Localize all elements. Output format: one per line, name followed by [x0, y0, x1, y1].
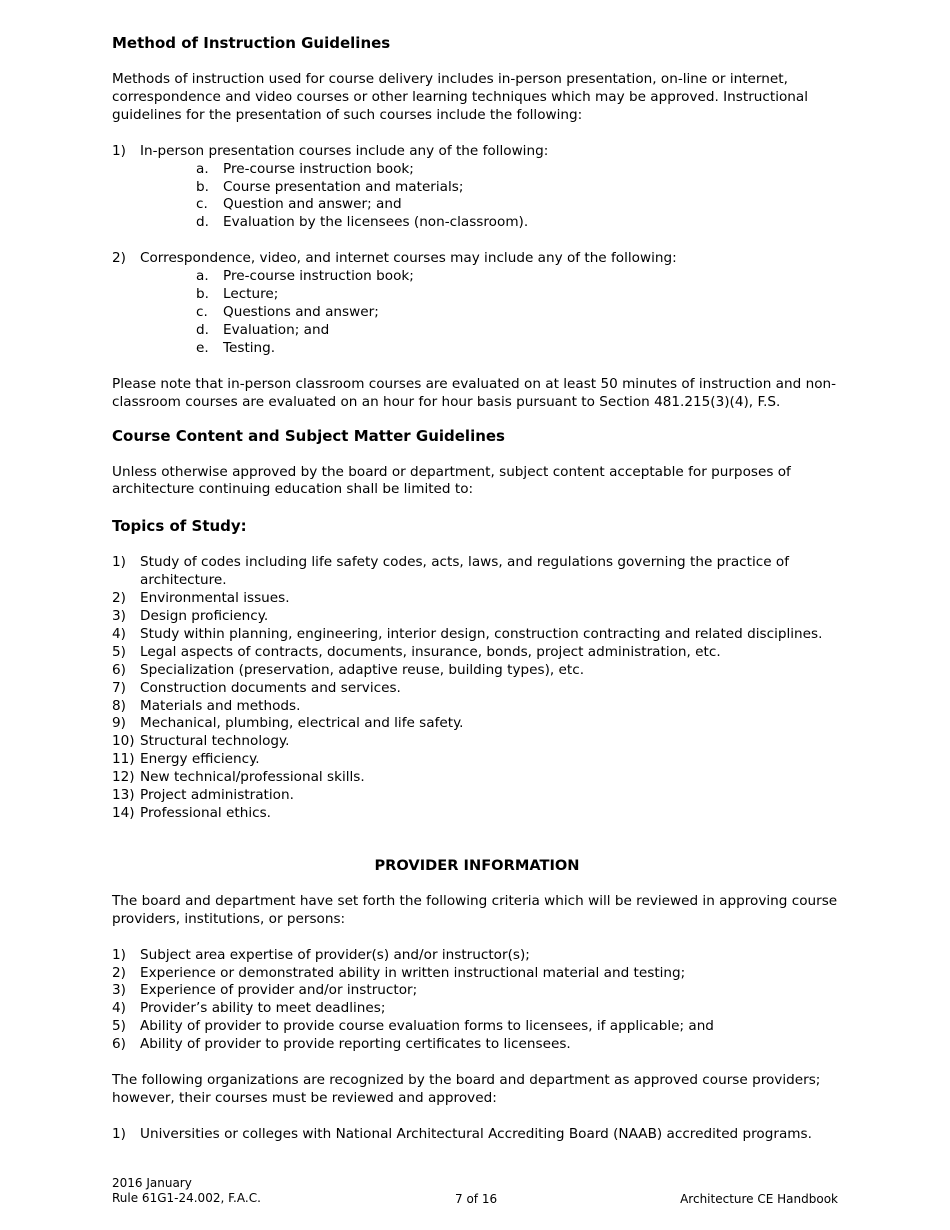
list-item: [112, 698, 842, 716]
list-text: New technical/professional skills.: [140, 769, 365, 786]
list-text: Study of codes including life safety codes, acts, laws, and regulations governing the practice of architecture.: [140, 554, 790, 589]
in-person-sublist: [112, 161, 842, 233]
criteria-list: [112, 947, 842, 1054]
list-item: [112, 626, 842, 644]
method-intro: Methods of instruction used for course delivery includes in-person presentation, on-line or internet, correspondence and video courses or other learning techniques which may be approved. Instructional guidelines for the presentation of such courses include the following:: [112, 71, 809, 123]
footer-rule: Rule 61G1-24.002, F.A.C.: [112, 1191, 261, 1205]
list-number: 6): [112, 661, 126, 678]
list-item: [112, 590, 842, 608]
list-text: Ability of provider to provide reporting certificates to licensees.: [140, 1036, 571, 1053]
list-item: [112, 982, 842, 1000]
list-text: Professional ethics.: [140, 805, 271, 821]
footer-left: [112, 1176, 261, 1206]
list-text: Materials and methods.: [140, 697, 301, 714]
list-number: 8): [112, 697, 126, 714]
topics-list: [112, 554, 842, 823]
list-item: [112, 143, 842, 161]
list-number: 1): [112, 946, 126, 963]
provider-intro: The board and department have set forth the following criteria which will be reviewed in approving course providers, institutions, or persons:: [112, 892, 838, 927]
method-list-2: [112, 250, 842, 268]
list-number: 9): [112, 715, 126, 732]
list-text: Study within planning, engineering, interior design, construction contracting and related disciplines.: [140, 625, 823, 642]
list-number: 14): [112, 805, 135, 821]
sub-text: Evaluation; and: [223, 321, 330, 338]
list-number: 12): [112, 769, 135, 786]
list-number: 5): [112, 1018, 126, 1035]
sub-letter: c.: [196, 196, 208, 213]
sub-letter: d.: [196, 321, 209, 338]
list-text: Specialization (preservation, adaptive reuse, building types), etc.: [140, 661, 585, 678]
list-text: Project administration.: [140, 787, 294, 804]
sub-letter: b.: [196, 178, 209, 195]
list-number: 7): [112, 679, 126, 696]
footer-date: 2016 January: [112, 1176, 192, 1190]
method-heading: Method of Instruction Guidelines: [112, 34, 391, 52]
sub-letter: a.: [196, 268, 209, 285]
list-item: [112, 965, 842, 983]
method-list-1: [112, 143, 842, 161]
list-item: [112, 608, 842, 626]
list-item: [112, 1036, 842, 1054]
sub-item: [196, 161, 842, 179]
sub-letter: c.: [196, 303, 208, 320]
sub-text: Lecture;: [223, 286, 279, 303]
sub-item: [196, 286, 842, 304]
sub-letter: e.: [196, 339, 209, 356]
evaluation-note: Please note that in-person classroom courses are evaluated on at least 50 minutes of instruction and non-classroom courses are evaluated on an hour for hour basis pursuant to Section 481.215(3)(4), F.S.: [112, 375, 837, 410]
list-item: [112, 751, 842, 769]
list-item: [112, 554, 842, 590]
sub-text: Pre-course instruction book;: [223, 268, 414, 285]
list-item: [112, 662, 842, 680]
sub-text: Testing.: [223, 339, 276, 356]
list-number: 13): [112, 787, 135, 804]
list-number: 4): [112, 1000, 126, 1017]
list-text: Correspondence, video, and internet courses may include any of the following:: [140, 250, 677, 267]
list-number: 11): [112, 751, 135, 768]
content-intro: Unless otherwise approved by the board or department, subject content acceptable for purposes of architecture continuing education shall be limited to:: [112, 463, 791, 498]
list-text: Structural technology.: [140, 733, 290, 750]
list-text: Design proficiency.: [140, 608, 269, 625]
list-item: [112, 715, 842, 733]
list-text: Universities or colleges with National Architectural Accrediting Board (NAAB) accredited programs.: [140, 1125, 812, 1142]
sub-letter: b.: [196, 286, 209, 303]
correspondence-sublist: [112, 268, 842, 358]
sub-letter: a.: [196, 160, 209, 177]
list-item: [112, 805, 842, 823]
list-item: [112, 1000, 842, 1018]
list-text: Experience of provider and/or instructor;: [140, 982, 418, 999]
footer-title: Architecture CE Handbook: [680, 1192, 838, 1206]
list-item: [112, 1126, 842, 1144]
content-heading: Course Content and Subject Matter Guidelines: [112, 426, 505, 445]
sub-text: Pre-course instruction book;: [223, 160, 414, 177]
provider-heading: PROVIDER INFORMATION: [374, 856, 580, 874]
orgs-intro: The following organizations are recognized by the board and department as approved course providers; however, their courses must be reviewed and approved:: [112, 1072, 821, 1106]
sub-item: [196, 268, 842, 286]
sub-item: [196, 340, 842, 358]
sub-text: Question and answer; and: [223, 196, 402, 213]
sub-item: [196, 304, 842, 322]
list-text: In-person presentation courses include any of the following:: [140, 142, 549, 159]
list-item: [112, 250, 842, 268]
list-number: 2): [112, 964, 126, 981]
sub-item: [196, 214, 842, 232]
list-text: Ability of provider to provide course evaluation forms to licensees, if applicable; and: [140, 1018, 714, 1035]
orgs-list: [112, 1126, 842, 1144]
sub-text: Evaluation by the licensees (non-classroom).: [223, 214, 529, 231]
sub-text: Course presentation and materials;: [223, 178, 464, 195]
list-number: 10): [112, 733, 135, 750]
list-text: Subject area expertise of provider(s) and/or instructor(s);: [140, 946, 530, 963]
list-item: [112, 1018, 842, 1036]
list-item: [112, 644, 842, 662]
list-item: [112, 787, 842, 805]
list-number: 1): [112, 554, 126, 571]
sub-letter: d.: [196, 214, 209, 231]
sub-text: Questions and answer;: [223, 303, 379, 320]
sub-item: [196, 179, 842, 197]
list-text: Energy efficiency.: [140, 751, 260, 768]
list-text: Experience or demonstrated ability in written instructional material and testing;: [140, 964, 686, 981]
topics-heading: Topics of Study:: [112, 517, 247, 536]
list-text: Construction documents and services.: [140, 679, 401, 696]
document-page: [112, 34, 842, 1144]
list-text: Environmental issues.: [140, 590, 290, 607]
sub-item: [196, 196, 842, 214]
list-text: Mechanical, plumbing, electrical and life safety.: [140, 715, 464, 732]
list-item: [112, 947, 842, 965]
list-number: 1): [112, 1125, 126, 1142]
list-item: [112, 769, 842, 787]
list-number: 4): [112, 625, 126, 642]
list-number: 1): [112, 142, 126, 159]
list-item: [112, 680, 842, 698]
list-number: 3): [112, 982, 126, 999]
list-number: 2): [112, 590, 126, 607]
list-text: Legal aspects of contracts, documents, insurance, bonds, project administration, etc.: [140, 643, 721, 660]
page-number: 7 of 16: [455, 1192, 498, 1206]
list-number: 5): [112, 643, 126, 660]
list-item: [112, 733, 842, 751]
list-text: Provider’s ability to meet deadlines;: [140, 1000, 386, 1017]
list-number: 2): [112, 250, 126, 267]
sub-item: [196, 322, 842, 340]
list-number: 6): [112, 1036, 126, 1053]
list-number: 3): [112, 608, 126, 625]
